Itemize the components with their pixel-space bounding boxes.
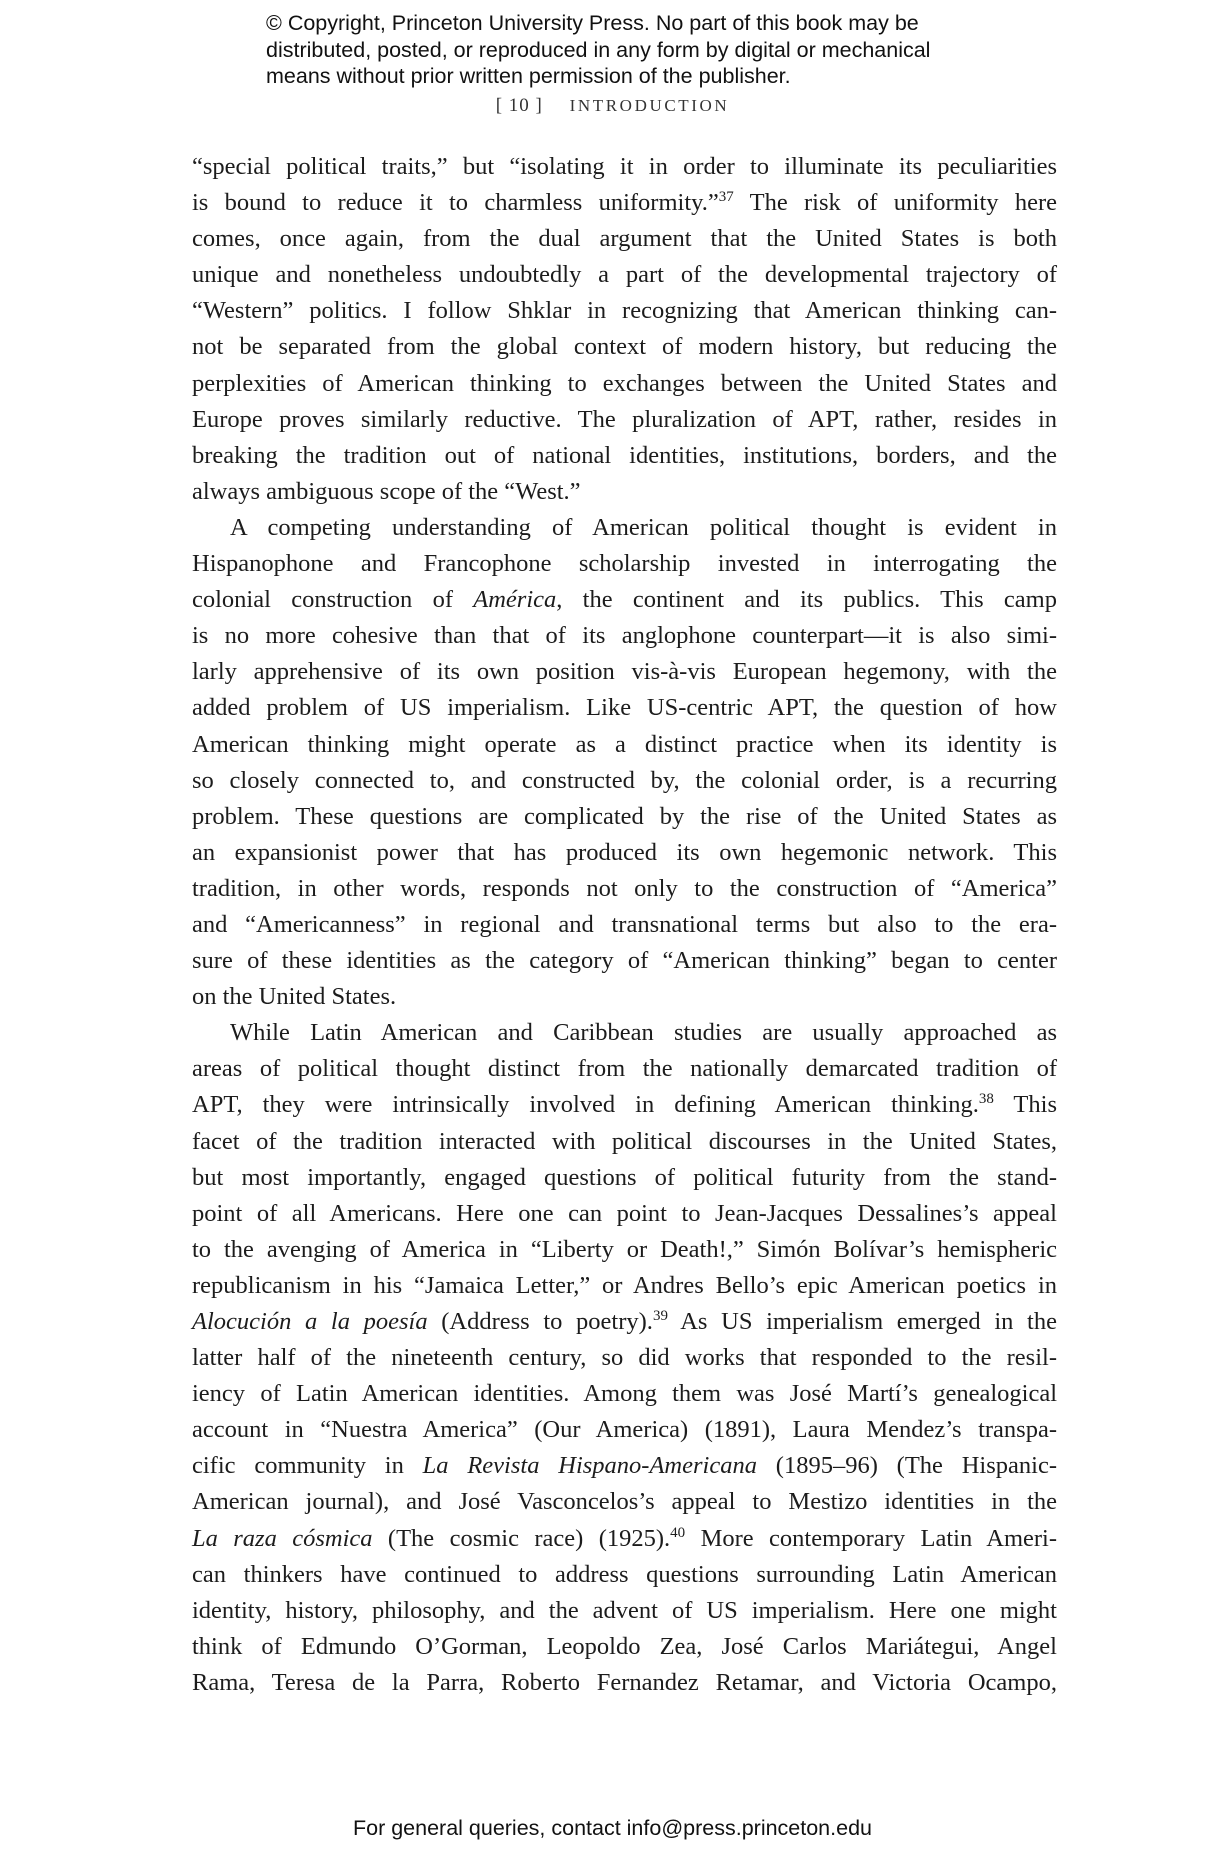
text-run: added problem of US imperialism. Like US-centric APT, the question of how bbox=[192, 694, 1057, 722]
body-line bbox=[192, 1051, 1057, 1087]
text-run: is no more cohesive than that of its anglophone counterpart—it is also simi- bbox=[192, 622, 1057, 650]
section-title: INTRODUCTION bbox=[569, 96, 730, 115]
body-line bbox=[192, 1124, 1057, 1160]
body-line-text bbox=[192, 654, 1057, 690]
body-line-text bbox=[192, 979, 1057, 1015]
body-line-text bbox=[192, 149, 1057, 185]
text-run: More contemporary Latin Ameri- bbox=[685, 1524, 1057, 1552]
body-line-text bbox=[192, 1340, 1057, 1376]
body-line-text bbox=[192, 871, 1057, 907]
text-run: problem. These questions are complicated by the rise of the United States as bbox=[192, 802, 1057, 830]
body-line bbox=[192, 907, 1057, 943]
body-line bbox=[192, 1665, 1057, 1701]
body-line bbox=[192, 1484, 1057, 1520]
body-line-text bbox=[192, 1196, 1057, 1232]
body-line bbox=[192, 1015, 1057, 1051]
text-run: Rama, Teresa de la Parra, Roberto Fernandez Retamar, and Victoria Ocampo, bbox=[192, 1668, 1057, 1696]
text-run: This bbox=[993, 1091, 1057, 1119]
body-line-text bbox=[192, 185, 1057, 221]
text-run: perplexities of American thinking to exchanges between the United States and bbox=[192, 369, 1057, 397]
text-run: (1895–96) (The Hispanic- bbox=[756, 1452, 1057, 1480]
body-line-text bbox=[192, 1521, 1057, 1557]
body-line bbox=[192, 293, 1057, 329]
body-line bbox=[192, 618, 1057, 654]
text-run: is bound to reduce it to charmless uniformity.” bbox=[192, 189, 719, 217]
body-line bbox=[192, 1232, 1057, 1268]
body-line bbox=[192, 1340, 1057, 1376]
text-run: can thinkers have continued to address questions surrounding Latin American bbox=[192, 1560, 1057, 1588]
body-line-text bbox=[192, 438, 1057, 474]
body-line-text bbox=[192, 402, 1057, 438]
body-line-text bbox=[192, 1232, 1057, 1268]
body-line bbox=[192, 329, 1057, 365]
text-run: The risk of uniformity here bbox=[733, 189, 1057, 217]
text-run: latter half of the nineteenth century, so did works that responded to the resil- bbox=[192, 1344, 1057, 1372]
body-line-text bbox=[192, 1160, 1057, 1196]
body-line-text bbox=[192, 1484, 1057, 1520]
body-line-text bbox=[192, 1665, 1057, 1701]
text-run: As US imperialism emerged in the bbox=[667, 1308, 1057, 1335]
text-run: breaking the tradition out of national identities, institutions, borders, and the bbox=[192, 441, 1057, 469]
body-line bbox=[192, 221, 1057, 257]
text-run: to the avenging of America in “Liberty or Death!,” Simón Bolívar’s hemispheric bbox=[192, 1235, 1057, 1263]
body-line-text bbox=[192, 329, 1057, 365]
text-run: larly apprehensive of its own position vis-à-vis European hegemony, with the bbox=[192, 658, 1057, 686]
body-line bbox=[192, 149, 1057, 185]
body-text bbox=[192, 149, 1057, 1701]
body-line-text bbox=[230, 1015, 1057, 1051]
body-line bbox=[192, 1412, 1057, 1448]
body-line-text bbox=[192, 835, 1057, 871]
footnote-reference: 37 bbox=[718, 189, 734, 206]
body-line bbox=[192, 727, 1057, 763]
text-run: areas of political thought distinct from the nationally demarcated tradition of bbox=[192, 1055, 1057, 1083]
text-run: an expansionist power that has produced its own hegemonic network. This bbox=[192, 838, 1057, 866]
body-line bbox=[192, 799, 1057, 835]
body-line-text bbox=[192, 293, 1057, 329]
body-line bbox=[192, 582, 1057, 618]
body-line-text bbox=[192, 1376, 1057, 1412]
text-run: While Latin American and Caribbean studies are usually approached as bbox=[230, 1019, 1057, 1047]
body-line bbox=[192, 690, 1057, 726]
text-run: American thinking might operate as a distinct practice when its identity is bbox=[192, 730, 1057, 758]
body-line bbox=[192, 1376, 1057, 1412]
body-line bbox=[192, 1593, 1057, 1629]
text-run: identity, history, philosophy, and the advent of US imperialism. Here one might bbox=[192, 1596, 1057, 1624]
body-line-text bbox=[192, 221, 1057, 257]
copyright-line: distributed, posted, or reproduced in any form by digital or mechanical bbox=[266, 37, 931, 62]
text-run: and “Americanness” in regional and transnational terms but also to the era- bbox=[192, 910, 1057, 938]
text-run: “Western” politics. I follow Shklar in recognizing that American thinking can- bbox=[192, 297, 1057, 325]
italic-title: La Revista Hispano-Americana bbox=[422, 1452, 757, 1480]
body-line bbox=[192, 1629, 1057, 1665]
text-run: cific community in bbox=[192, 1452, 423, 1480]
text-run: sure of these identities as the category of “American thinking” began to center bbox=[192, 947, 1057, 975]
body-line-text bbox=[192, 1593, 1057, 1629]
body-line-text bbox=[192, 1124, 1057, 1160]
text-run: tradition, in other words, responds not only to the construction of “America” bbox=[192, 874, 1057, 902]
body-line bbox=[192, 979, 1057, 1015]
text-run: American journal), and José Vasconcelos’s appeal to Mestizo identities in the bbox=[192, 1488, 1057, 1516]
body-line bbox=[192, 1268, 1057, 1304]
body-line bbox=[192, 763, 1057, 799]
body-line-text bbox=[192, 1629, 1057, 1665]
body-line-text bbox=[192, 907, 1057, 943]
body-line-text bbox=[192, 546, 1057, 582]
body-line bbox=[192, 1557, 1057, 1593]
body-line bbox=[192, 1087, 1057, 1123]
text-run: “special political traits,” but “isolating it in order to illuminate its peculiarities bbox=[192, 153, 1057, 180]
body-line bbox=[192, 871, 1057, 907]
running-head bbox=[0, 93, 1225, 119]
body-line bbox=[192, 402, 1057, 438]
body-line bbox=[192, 510, 1057, 546]
body-line bbox=[192, 474, 1057, 510]
body-line-text bbox=[192, 1448, 1057, 1484]
text-run: , the continent and its publics. This camp bbox=[556, 586, 1057, 614]
text-run: iency of Latin American identities. Among them was José Martí’s genealogical bbox=[192, 1380, 1057, 1408]
text-run: A competing understanding of American political thought is evident in bbox=[230, 513, 1057, 541]
footnote-reference: 38 bbox=[978, 1091, 994, 1108]
text-run: Hispanophone and Francophone scholarship invested in interrogating the bbox=[192, 550, 1057, 578]
italic-title: La raza cósmica bbox=[192, 1524, 373, 1552]
body-line-text bbox=[192, 1051, 1057, 1087]
text-run: not be separated from the global context of modern history, but reducing the bbox=[192, 333, 1057, 361]
body-line bbox=[192, 1304, 1057, 1340]
body-line bbox=[192, 257, 1057, 293]
body-line-text bbox=[192, 618, 1057, 654]
body-line bbox=[192, 1521, 1057, 1557]
body-line-text bbox=[192, 943, 1057, 979]
text-run: point of all Americans. Here one can point to Jean-Jacques Dessalines’s appeal bbox=[192, 1199, 1057, 1227]
body-line-text bbox=[230, 510, 1057, 546]
body-line bbox=[192, 1160, 1057, 1196]
footnote-reference: 39 bbox=[652, 1308, 668, 1324]
text-run: account in “Nuestra America” (Our America) (1891), Laura Mendez’s transpa- bbox=[192, 1416, 1057, 1444]
body-line bbox=[192, 943, 1057, 979]
text-run: think of Edmundo O’Gorman, Leopoldo Zea, José Carlos Mariátegui, Angel bbox=[192, 1632, 1057, 1660]
text-run: (Address to poetry). bbox=[427, 1308, 653, 1335]
body-line-text bbox=[192, 582, 1057, 618]
page-number: [ 10 ] bbox=[495, 95, 543, 116]
footer-contact: For general queries, contact info@press.princeton.edu bbox=[352, 1816, 872, 1840]
text-run: APT, they were intrinsically involved in defining American thinking. bbox=[192, 1091, 979, 1119]
text-run: always ambiguous scope of the “West.” bbox=[192, 477, 581, 505]
copyright-line: means without prior written permission of the publisher. bbox=[266, 64, 791, 88]
text-run: (The cosmic race) (1925). bbox=[372, 1524, 671, 1552]
body-line bbox=[192, 835, 1057, 871]
footnote-reference: 40 bbox=[670, 1524, 686, 1541]
body-line bbox=[192, 546, 1057, 582]
copyright-notice bbox=[266, 10, 986, 90]
italic-title: América bbox=[473, 586, 557, 614]
body-line bbox=[192, 1448, 1057, 1484]
body-line-text bbox=[192, 1412, 1057, 1448]
text-run: unique and nonetheless undoubtedly a part of the developmental trajectory of bbox=[192, 261, 1057, 289]
text-run: Europe proves similarly reductive. The pluralization of APT, rather, resides in bbox=[192, 405, 1057, 433]
body-line bbox=[192, 1196, 1057, 1232]
italic-title: Alocución a la poesía bbox=[192, 1308, 428, 1335]
body-line-text bbox=[192, 474, 1057, 510]
text-run: facet of the tradition interacted with political discourses in the United States, bbox=[192, 1127, 1057, 1155]
body-line bbox=[192, 438, 1057, 474]
body-line-text bbox=[192, 1087, 1057, 1123]
body-line bbox=[192, 185, 1057, 221]
text-run: so closely connected to, and constructed by, the colonial order, is a recurring bbox=[192, 766, 1057, 794]
body-line-text bbox=[192, 690, 1057, 726]
body-line-text bbox=[192, 763, 1057, 799]
text-run: comes, once again, from the dual argument that the United States is both bbox=[192, 225, 1057, 253]
body-line-text bbox=[192, 727, 1057, 763]
body-line-text bbox=[192, 257, 1057, 293]
body-line-text bbox=[192, 366, 1057, 402]
body-line bbox=[192, 654, 1057, 690]
copyright-line: © Copyright, Princeton University Press. No part of this book may be bbox=[266, 11, 919, 35]
text-run: republicanism in his “Jamaica Letter,” or Andres Bello’s epic American poetics in bbox=[192, 1271, 1057, 1299]
body-line-text bbox=[192, 799, 1057, 835]
body-line-text bbox=[192, 1557, 1057, 1593]
text-run: but most importantly, engaged questions of political futurity from the stand- bbox=[192, 1163, 1057, 1191]
body-line bbox=[192, 366, 1057, 402]
body-line-text bbox=[192, 1304, 1057, 1340]
text-run: colonial construction of bbox=[192, 586, 474, 614]
text-run: on the United States. bbox=[192, 983, 397, 1011]
body-line-text bbox=[192, 1268, 1057, 1304]
